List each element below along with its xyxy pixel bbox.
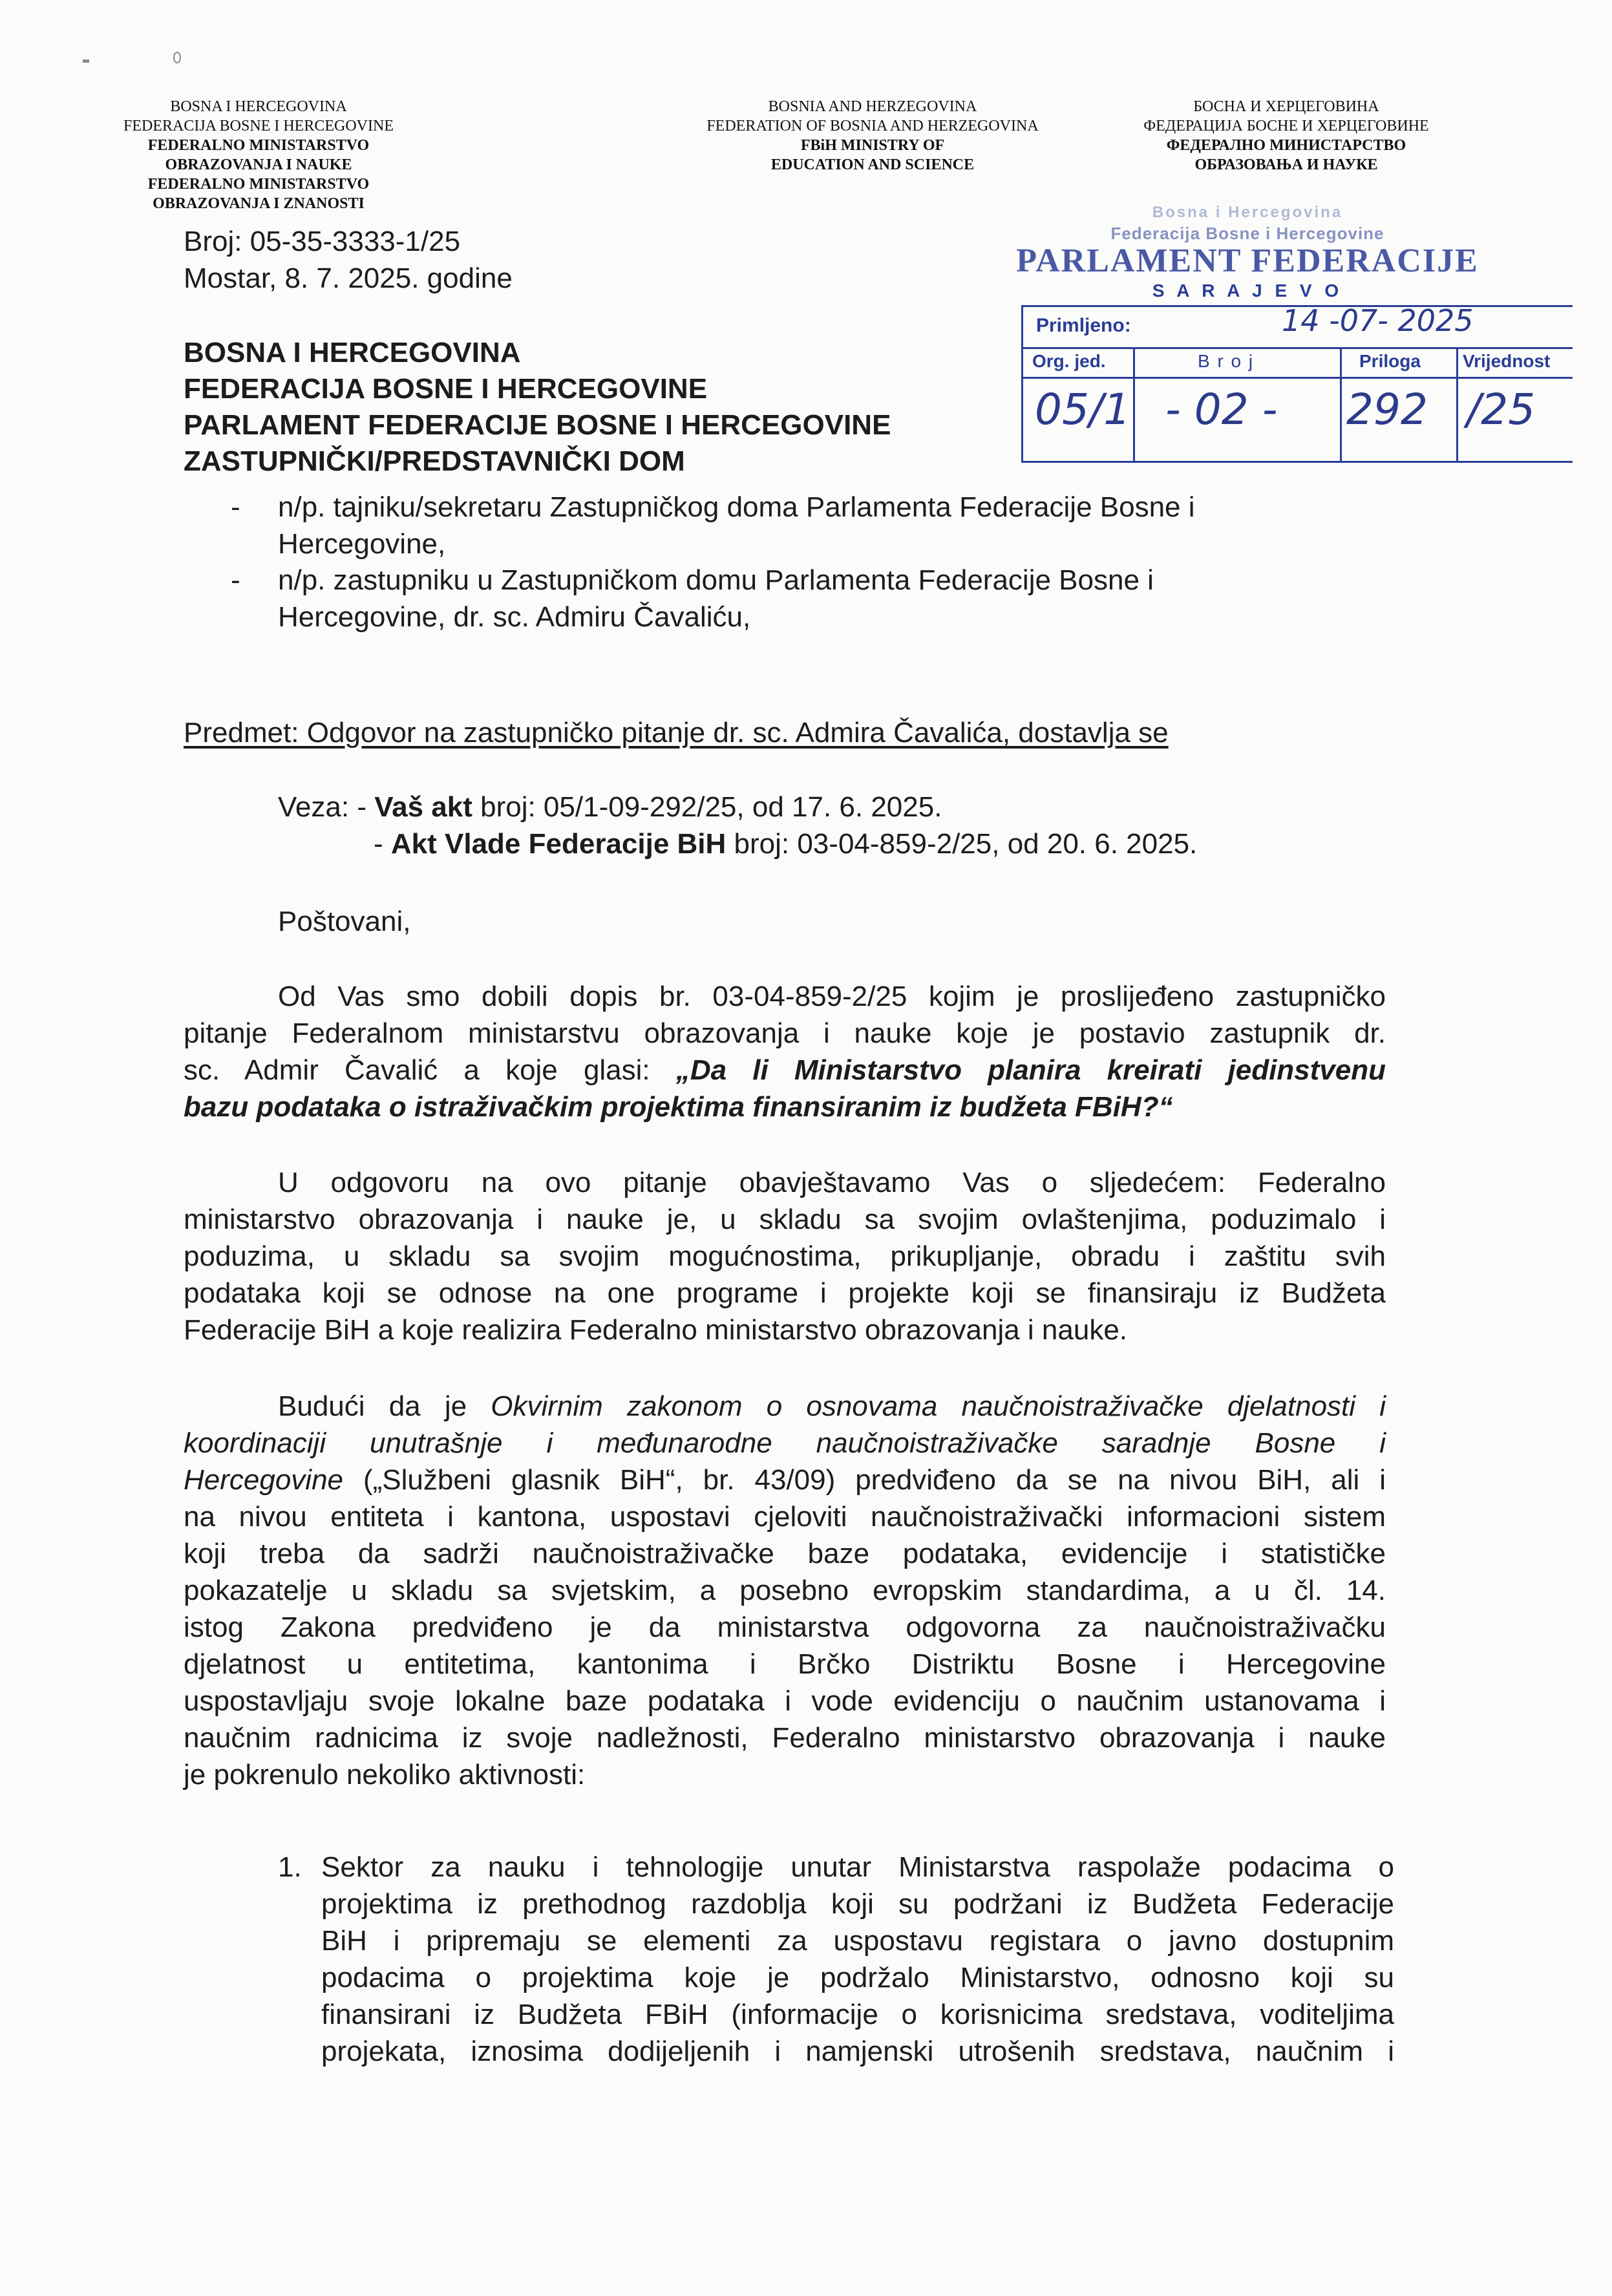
list-line: finansirani iz Budžeta FBiH (informacije o korisnicima sredstava, voditeljima <box>321 1999 1394 2030</box>
attention-line: Hercegovine, <box>278 528 446 560</box>
p3-line: koji treba da sadrži naučnoistraživačke baze podataka, evidencije i statističke <box>184 1538 1386 1569</box>
list-line: projekata, iznosima dodijeljenih i namjenski utrošenih sredstava, naučnim i <box>321 2036 1394 2067</box>
header-serbian <box>1112 97 1461 175</box>
p3-line: istog Zakona predviđeno je da ministarstva odgovorna za naučnoistraživačku <box>184 1611 1386 1643</box>
veza-block <box>278 789 1197 862</box>
p2-line: Federacije BiH a koje realizira Federalno ministarstvo obrazovanja i nauke. <box>184 1314 1128 1346</box>
recipient-line: PARLAMENT FEDERACIJE BOSNE I HERCEGOVINE <box>184 409 891 441</box>
list-line: podacima o projektima koje je podržalo Ministarstvo, odnosno koji su <box>321 1962 1394 1993</box>
header-bs-line: FEDERACIJA BOSNE I HERCEGOVINE <box>123 118 394 134</box>
p2-line: poduzima, u skladu sa svojim mogućnostima, prikupljanje, obradu i zaštitu svih <box>184 1240 1386 1272</box>
p1-plain: sc. Admir Čavalić a koje glasi: <box>184 1054 676 1086</box>
stamp-val-vrijednost: /25 <box>1467 385 1536 434</box>
stamp-title: PARLAMENT FEDERACIJE <box>1016 242 1479 279</box>
paragraph-3 <box>184 1388 1386 1793</box>
p1-question: bazu podataka o istraživačkim projektima finansiranim iz budžeta FBiH?“ <box>184 1091 1173 1123</box>
list-number: 1. <box>278 1851 302 1883</box>
recipient-line: FEDERACIJA BOSNE I HERCEGOVINE <box>184 373 708 405</box>
attention-line: Hercegovine, dr. sc. Admiru Čavaliću, <box>278 601 751 633</box>
greeting: Poštovani, <box>278 906 411 937</box>
header-bs-line: FEDERALNO MINISTARSTVO OBRAZOVANJA I NAUKE <box>147 137 370 173</box>
stamp-line-2: Federacija Bosne i Hercegovine <box>1110 224 1384 243</box>
p1-line: pitanje Federalnom ministarstvu obrazovanja i nauke koje je postavio zastupnik dr. <box>184 1017 1386 1049</box>
p3-line <box>184 1462 1386 1498</box>
header-bs-line: FEDERALNO MINISTARSTVO OBRAZOVANJA I ZNANOSTI <box>147 176 370 212</box>
stamp-divider <box>1023 347 1573 349</box>
list-line: BiH i pripremaju se elementi za uspostavu registara o javno dostupnim <box>321 1925 1394 1957</box>
stamp-received-label: Primljeno: <box>1036 315 1131 336</box>
header-sr-line: ФЕДЕРАЛНО МИНИСТАРСТВО <box>1166 137 1406 154</box>
veza-item-2: - Akt Vlade Federacije BiH broj: 03-04-859-2/25, od 20. 6. 2025. <box>374 828 1198 860</box>
veza-item-2-rest: broj: 03-04-859-2/25, od 20. 6. 2025. <box>726 828 1198 860</box>
p2-line: ministarstvo obrazovanja i nauke je, u skladu sa svojim ovlaštenjima, poduzimalo i <box>184 1204 1386 1235</box>
p3-line: je pokrenulo nekoliko aktivnosti: <box>184 1759 586 1791</box>
header-sr-line: ФЕДЕРАЦИЈА БОСНЕ И ХЕРЦЕГОВИНЕ <box>1143 118 1429 134</box>
stamp-col-broj: B r o j <box>1198 351 1255 371</box>
header-en-line: FEDERATION OF BOSNIA AND HERZEGOVINA <box>706 118 1039 134</box>
p2-line: podataka koji se odnose na one programe i projekte koji se finansiraju iz Budžeta <box>184 1277 1386 1309</box>
attention-dash: - <box>231 564 240 596</box>
attention-line: n/p. tajniku/sekretaru Zastupničkog doma Parlamenta Federacije Bosne i <box>278 491 1195 523</box>
paragraph-1 <box>184 978 1386 1125</box>
stamp-col-divider <box>1456 347 1458 461</box>
attention-dash: - <box>231 491 240 523</box>
p3-line <box>184 1425 1386 1462</box>
veza-item-1-bold: Vaš akt <box>374 791 472 823</box>
veza-item-1: Veza: - Vaš akt broj: 05/1-09-292/25, od 17. 6. 2025. <box>278 791 942 823</box>
p1-line <box>184 1052 1386 1089</box>
scan-speck <box>83 59 89 63</box>
stamp-divider <box>1023 377 1573 379</box>
attention-item-2 <box>278 562 1377 635</box>
p1-line: Od Vas smo dobili dopis br. 03-04-859-2/25 kojim je proslijeđeno zastupničko <box>278 981 1386 1012</box>
p1-line <box>184 1089 1386 1125</box>
stamp-col-divider <box>1133 347 1135 461</box>
list-item-1 <box>321 1849 1394 2070</box>
header-sr-line: БОСНА И ХЕРЦЕГОВИНА <box>1193 98 1379 115</box>
p3-line <box>184 1388 1386 1425</box>
place-date: Mostar, 8. 7. 2025. godine <box>184 262 513 294</box>
paragraph-2 <box>184 1164 1386 1348</box>
stamp-col-vrijednost: Vrijednost <box>1463 351 1551 371</box>
recipient-line: ZASTUPNIČKI/PREDSTAVNIČKI DOM <box>184 445 685 477</box>
header-en-line: EDUCATION AND SCIENCE <box>770 156 975 173</box>
stamp-col-divider <box>1340 347 1342 461</box>
stamp-received-date: 14 -07- 2025 <box>1282 303 1474 338</box>
header-sr-line: ОБРАЗОВАЊА И НАУКЕ <box>1194 156 1378 173</box>
stamp-line-1: Bosna i Hercegovina <box>1152 204 1343 221</box>
subject-line: Predmet: Odgovor na zastupničko pitanje dr. sc. Admira Čavalića, dostavlja se <box>184 717 1169 749</box>
stamp-box <box>1021 305 1573 463</box>
p3-law-title: Okvirnim zakonom o osnovama naučnoistraživačke djelatnosti i <box>491 1390 1386 1422</box>
header-english <box>672 97 1073 175</box>
p3-line: uspostavljaju svoje lokalne baze podataka i vode evidenciju o naučnim ustanovama i <box>184 1685 1386 1717</box>
header-en-line: BOSNIA AND HERZEGOVINA <box>768 98 977 115</box>
p3-plain: Budući da je <box>278 1390 491 1422</box>
p3-line: djelatnost u entitetima, kantonima i Brčko Distriktu Bosne i Hercegovine <box>184 1648 1386 1680</box>
p1-question: „Da li Ministarstvo planira kreirati jedinstvenu <box>675 1054 1386 1086</box>
header-bosnian <box>103 97 414 213</box>
recipient-block <box>184 335 891 480</box>
list-line: projektima iz prethodnog razdoblja koji su podržani iz Budžeta Federacije <box>321 1888 1394 1920</box>
header-bs-line: BOSNA I HERCEGOVINA <box>170 98 347 115</box>
veza-item-1-rest: broj: 05/1-09-292/25, od 17. 6. 2025. <box>472 791 942 823</box>
stamp-val-broj: - 02 - <box>1165 385 1278 434</box>
stamp-col-priloga: Priloga <box>1359 351 1421 371</box>
attention-item-1 <box>278 489 1377 562</box>
attention-line: n/p. zastupniku u Zastupničkom domu Parlamenta Federacije Bosne i <box>278 564 1154 596</box>
document-number: Broj: 05-35-3333-1/25 <box>184 226 461 257</box>
stamp-col-org: Org. jed. <box>1032 351 1106 371</box>
p3-line: pokazatelje u skladu sa svjetskim, a posebno evropskim standardima, a u čl. 14. <box>184 1575 1386 1606</box>
scan-speck <box>173 52 181 63</box>
header-en-line: FBiH MINISTRY OF <box>800 137 945 154</box>
p3-line: naučnim radnicima iz svoje nadležnosti, Federalno ministarstvo obrazovanja i nauke <box>184 1722 1386 1754</box>
p3-law-title: koordinaciji unutrašnje i međunarodne naučnoistraživačke saradnje Bosne i <box>184 1427 1386 1459</box>
veza-item-2-bold: Akt Vlade Federacije BiH <box>390 828 726 860</box>
recipient-line: BOSNA I HERCEGOVINA <box>184 337 521 368</box>
p2-line: U odgovoru na ovo pitanje obavještavamo Vas o sljedećem: Federalno <box>278 1167 1386 1198</box>
p3-law-title: Hercegovine <box>184 1464 344 1496</box>
p3-line: na nivou entiteta i kantona, uspostavi cjeloviti naučnoistraživački informacioni sistem <box>184 1501 1386 1533</box>
stamp-city: S A R A J E V O <box>1152 281 1343 301</box>
veza-label: Veza: <box>278 791 350 823</box>
parliament-stamp <box>1008 200 1577 459</box>
stamp-val-priloga: 292 <box>1346 385 1428 434</box>
p3-plain: („Službeni glasnik BiH“, br. 43/09) predviđeno da se na nivou BiH, ali i <box>343 1464 1386 1496</box>
stamp-val-org: 05/1 <box>1035 385 1131 434</box>
list-line: Sektor za nauku i tehnologije unutar Ministarstva raspolaže podacima o <box>321 1851 1394 1883</box>
